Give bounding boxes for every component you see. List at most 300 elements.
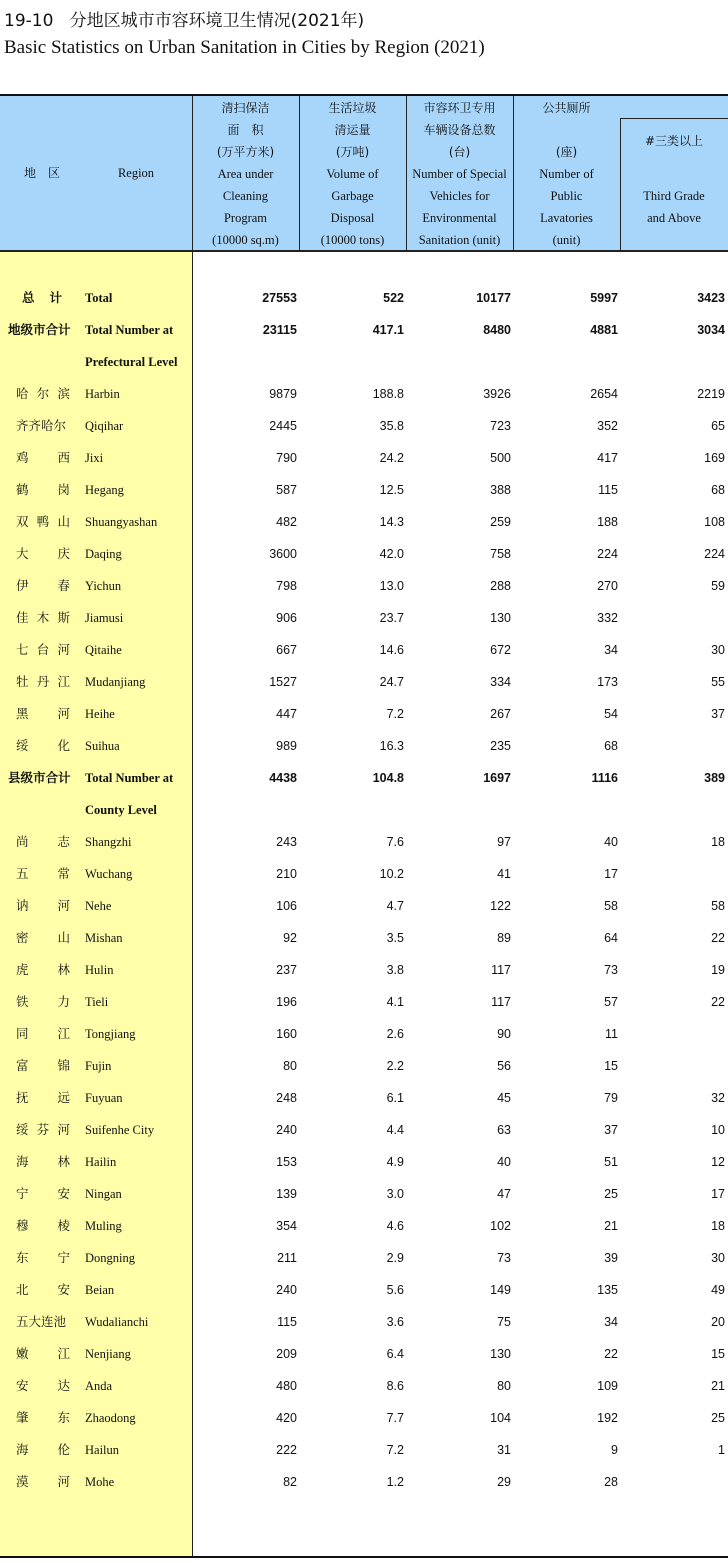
table-row bbox=[0, 954, 728, 986]
garbage-volume-value: 2.6 bbox=[386, 1027, 404, 1041]
garbage-volume-value: 35.8 bbox=[379, 419, 404, 433]
region-name-en: Fujin bbox=[85, 1059, 112, 1073]
region-name-cn: 鹤岗 bbox=[16, 482, 70, 497]
public-lavatories-value: 224 bbox=[597, 547, 618, 561]
garbage-volume-value: 6.4 bbox=[386, 1347, 404, 1361]
public-lavatories-value: 40 bbox=[604, 835, 618, 849]
region-name-cn: 东宁 bbox=[16, 1250, 70, 1265]
cleaning-area-value: 447 bbox=[276, 707, 297, 721]
region-name-en: Hailun bbox=[85, 1443, 120, 1457]
cleaning-area-value: 27553 bbox=[262, 291, 297, 305]
public-lavatories-value: 57 bbox=[604, 995, 618, 1009]
special-vehicles-value: 104 bbox=[490, 1411, 511, 1425]
region-name-cn: 黑河 bbox=[16, 706, 70, 721]
garbage-volume-value: 7.7 bbox=[386, 1411, 404, 1425]
special-vehicles-value: 122 bbox=[490, 899, 511, 913]
cleaning-area-value: 790 bbox=[276, 451, 297, 465]
region-name-en: Hailin bbox=[85, 1155, 117, 1169]
third-grade-value: 21 bbox=[711, 1379, 725, 1393]
garbage-volume-value: 3.6 bbox=[386, 1315, 404, 1329]
special-vehicles-value: 73 bbox=[497, 1251, 511, 1265]
garbage-volume-value: 24.2 bbox=[379, 451, 404, 465]
special-vehicles-value: 672 bbox=[490, 643, 511, 657]
special-vehicles-value: 388 bbox=[490, 483, 511, 497]
public-lavatories-value: 34 bbox=[604, 643, 618, 657]
region-name-en: Muling bbox=[85, 1219, 122, 1233]
special-vehicles-value: 1697 bbox=[483, 771, 511, 785]
third-grade-value: 22 bbox=[711, 995, 725, 1009]
cleaning-area-value: 160 bbox=[276, 1027, 297, 1041]
garbage-volume-value: 8.6 bbox=[386, 1379, 404, 1393]
region-name-cn: 海伦 bbox=[16, 1442, 70, 1457]
special-vehicles-value: 117 bbox=[491, 963, 511, 977]
region-name-en: Tongjiang bbox=[85, 1027, 136, 1041]
table-row bbox=[0, 506, 728, 538]
table-row bbox=[0, 282, 728, 314]
cleaning-area-value: 480 bbox=[276, 1379, 297, 1393]
cleaning-area-value: 243 bbox=[276, 835, 297, 849]
special-vehicles-value: 45 bbox=[497, 1091, 511, 1105]
table-title-en: Basic Statistics on Urban Sanitation in Cities by Region (2021) bbox=[4, 37, 485, 58]
garbage-volume-value: 3.0 bbox=[386, 1187, 404, 1201]
table-title-cn: 分地区城市市容环境卫生情况(2021年) bbox=[69, 11, 365, 31]
third-grade-value: 30 bbox=[711, 643, 725, 657]
garbage-volume-value: 188.8 bbox=[372, 387, 404, 401]
garbage-volume-value: 7.2 bbox=[386, 1443, 404, 1457]
region-name-en: Dongning bbox=[85, 1251, 135, 1265]
special-vehicles-value: 267 bbox=[490, 707, 511, 721]
public-lavatories-value: 332 bbox=[597, 611, 618, 625]
region-name-en: Prefectural Level bbox=[85, 355, 178, 369]
third-grade-value: 30 bbox=[711, 1251, 725, 1265]
region-name-en: Suifenhe City bbox=[85, 1123, 155, 1137]
cleaning-area-value: 989 bbox=[276, 739, 297, 753]
garbage-volume-value: 4.1 bbox=[386, 995, 404, 1009]
special-vehicles-value: 8480 bbox=[483, 323, 511, 337]
public-lavatories-value: 188 bbox=[597, 515, 618, 529]
region-name-en: Mohe bbox=[85, 1475, 115, 1489]
table-row bbox=[0, 1210, 728, 1242]
table-row bbox=[0, 1370, 728, 1402]
table-row bbox=[0, 1114, 728, 1146]
region-name-en: Total Number at bbox=[85, 771, 174, 785]
garbage-volume-value: 24.7 bbox=[379, 675, 404, 689]
public-lavatories-value: 34 bbox=[604, 1315, 618, 1329]
table-row bbox=[0, 442, 728, 474]
public-lavatories-value: 9 bbox=[611, 1443, 618, 1457]
table-row bbox=[0, 1402, 728, 1434]
public-lavatories-value: 270 bbox=[597, 579, 618, 593]
region-name-en: Hulin bbox=[85, 963, 114, 977]
region-name-en: Total bbox=[85, 291, 113, 305]
table-row bbox=[0, 314, 728, 346]
garbage-volume-value: 13.0 bbox=[379, 579, 404, 593]
third-grade-value: 18 bbox=[711, 1219, 725, 1233]
cleaning-area-value: 23115 bbox=[262, 323, 297, 337]
public-lavatories-value: 37 bbox=[604, 1123, 618, 1137]
public-lavatories-value: 352 bbox=[597, 419, 618, 433]
region-name-cn: 绥芬河 bbox=[16, 1122, 70, 1137]
public-lavatories-value: 15 bbox=[604, 1059, 618, 1073]
cleaning-area-value: 211 bbox=[277, 1251, 297, 1265]
cleaning-area-value: 210 bbox=[276, 867, 297, 881]
garbage-volume-value: 5.6 bbox=[386, 1283, 404, 1297]
table-row bbox=[0, 474, 728, 506]
table-row bbox=[0, 858, 728, 890]
table-row bbox=[0, 410, 728, 442]
garbage-volume-value: 12.5 bbox=[379, 483, 404, 497]
third-grade-value: 22 bbox=[711, 931, 725, 945]
cleaning-area-value: 82 bbox=[283, 1475, 297, 1489]
public-lavatories-value: 17 bbox=[604, 867, 618, 881]
header-region-cn: 地 区 bbox=[23, 166, 60, 180]
public-lavatories-value: 135 bbox=[597, 1283, 618, 1297]
table-row bbox=[0, 986, 728, 1018]
table-row bbox=[0, 666, 728, 698]
region-name-cn: 安达 bbox=[16, 1378, 70, 1393]
region-name-cn: 尚志 bbox=[16, 834, 70, 849]
region-name-en: Nehe bbox=[85, 899, 112, 913]
top-rule bbox=[0, 94, 728, 96]
special-vehicles-value: 500 bbox=[490, 451, 511, 465]
region-name-en: Suihua bbox=[85, 739, 120, 753]
region-name-cn: 鸡西 bbox=[16, 450, 70, 465]
region-name-en: Tieli bbox=[85, 995, 109, 1009]
special-vehicles-value: 259 bbox=[490, 515, 511, 529]
public-lavatories-value: 115 bbox=[598, 483, 618, 497]
garbage-volume-value: 7.6 bbox=[386, 835, 404, 849]
region-name-cn: 佳木斯 bbox=[16, 610, 70, 625]
region-name-cn: 伊春 bbox=[16, 578, 70, 593]
special-vehicles-value: 97 bbox=[497, 835, 511, 849]
third-grade-value: 108 bbox=[704, 515, 725, 529]
table-number: 19-10 bbox=[4, 11, 54, 31]
region-name-en: Jixi bbox=[85, 451, 104, 465]
special-vehicles-value: 40 bbox=[497, 1155, 511, 1169]
third-grade-value: 49 bbox=[711, 1283, 725, 1297]
header-third-grade-above-en: Third Grade and Above bbox=[643, 189, 705, 225]
special-vehicles-value: 723 bbox=[490, 419, 511, 433]
table-row bbox=[0, 794, 728, 826]
region-name-en: Zhaodong bbox=[85, 1411, 136, 1425]
region-name-cn: 县级市合计 bbox=[8, 770, 71, 785]
third-grade-value: 2219 bbox=[697, 387, 725, 401]
public-lavatories-value: 173 bbox=[597, 675, 618, 689]
garbage-volume-value: 4.9 bbox=[386, 1155, 404, 1169]
garbage-volume-value: 2.2 bbox=[386, 1059, 404, 1073]
cleaning-area-value: 587 bbox=[276, 483, 297, 497]
garbage-volume-value: 4.4 bbox=[386, 1123, 404, 1137]
region-name-en: Shangzhi bbox=[85, 835, 132, 849]
third-grade-value: 25 bbox=[711, 1411, 725, 1425]
region-name-en: Anda bbox=[85, 1379, 113, 1393]
garbage-volume-value: 3.5 bbox=[386, 931, 404, 945]
table-row bbox=[0, 1434, 728, 1466]
special-vehicles-value: 102 bbox=[490, 1219, 511, 1233]
cleaning-area-value: 482 bbox=[276, 515, 297, 529]
region-name-cn: 虎林 bbox=[16, 962, 70, 977]
table-row bbox=[0, 730, 728, 762]
table-row bbox=[0, 762, 728, 794]
table-row bbox=[0, 1178, 728, 1210]
public-lavatories-value: 73 bbox=[604, 963, 618, 977]
table-row bbox=[0, 1050, 728, 1082]
region-name-en: Ningan bbox=[85, 1187, 122, 1201]
garbage-volume-value: 7.2 bbox=[386, 707, 404, 721]
table-row bbox=[0, 1338, 728, 1370]
garbage-volume-value: 23.7 bbox=[379, 611, 404, 625]
garbage-volume-value: 4.6 bbox=[386, 1219, 404, 1233]
table-row bbox=[0, 1306, 728, 1338]
cleaning-area-value: 139 bbox=[276, 1187, 297, 1201]
cleaning-area-value: 115 bbox=[277, 1315, 297, 1329]
garbage-volume-value: 10.2 bbox=[379, 867, 404, 881]
cleaning-area-value: 1527 bbox=[269, 675, 297, 689]
garbage-volume-value: 2.9 bbox=[386, 1251, 404, 1265]
third-grade-value: 389 bbox=[704, 771, 725, 785]
table-row bbox=[0, 1242, 728, 1274]
table-row bbox=[0, 1274, 728, 1306]
special-vehicles-value: 130 bbox=[490, 1347, 511, 1361]
garbage-volume-value: 42.0 bbox=[379, 547, 404, 561]
header-special-vehicles: 市容环卫专用 车辆设备总数 (台) Number of Special Vehicles for Environmental Sanitation (unit) bbox=[412, 101, 507, 247]
region-name-cn: 牡丹江 bbox=[16, 674, 70, 689]
region-name-cn: 铁力 bbox=[16, 994, 70, 1009]
third-grade-value: 20 bbox=[711, 1315, 725, 1329]
special-vehicles-value: 235 bbox=[490, 739, 511, 753]
cleaning-area-value: 248 bbox=[276, 1091, 297, 1105]
third-grade-value: 3423 bbox=[697, 291, 725, 305]
region-name-en: Harbin bbox=[85, 387, 120, 401]
header-public-lavatories: (座) Number of Public Lavatories (unit) bbox=[539, 145, 594, 247]
table-row bbox=[0, 1466, 728, 1498]
cleaning-area-value: 667 bbox=[276, 643, 297, 657]
third-grade-value: 59 bbox=[711, 579, 725, 593]
special-vehicles-value: 334 bbox=[490, 675, 511, 689]
public-lavatories-value: 417 bbox=[597, 451, 618, 465]
special-vehicles-value: 758 bbox=[490, 547, 511, 561]
garbage-volume-value: 6.1 bbox=[386, 1091, 404, 1105]
table-row bbox=[0, 378, 728, 410]
garbage-volume-value: 104.8 bbox=[372, 771, 404, 785]
region-name-cn: 北安 bbox=[16, 1282, 70, 1297]
region-name-cn: 嫩江 bbox=[16, 1346, 70, 1361]
region-name-cn: 讷河 bbox=[16, 898, 70, 913]
special-vehicles-value: 3926 bbox=[483, 387, 511, 401]
public-lavatories-value: 54 bbox=[604, 707, 618, 721]
public-lavatories-value: 21 bbox=[604, 1219, 618, 1233]
cleaning-area-value: 222 bbox=[276, 1443, 297, 1457]
table-number-and-title-cn bbox=[4, 6, 364, 31]
special-vehicles-value: 56 bbox=[497, 1059, 511, 1073]
cleaning-area-value: 906 bbox=[276, 611, 297, 625]
cleaning-area-value: 240 bbox=[276, 1283, 297, 1297]
table-row bbox=[0, 922, 728, 954]
region-name-cn: 同江 bbox=[16, 1026, 70, 1041]
public-lavatories-value: 28 bbox=[604, 1475, 618, 1489]
table-row bbox=[0, 1146, 728, 1178]
garbage-volume-value: 3.8 bbox=[386, 963, 404, 977]
region-name-en: Mudanjiang bbox=[85, 675, 146, 689]
header-cleaning-area: 清扫保洁 面 积 (万平方米) Area under Cleaning Program (10000 sq.m) bbox=[212, 101, 279, 247]
header-third-grade-above-cn: #三类以上 bbox=[644, 134, 704, 148]
table-row bbox=[0, 1018, 728, 1050]
cleaning-area-value: 9879 bbox=[269, 387, 297, 401]
table-row bbox=[0, 890, 728, 922]
third-grade-value: 18 bbox=[711, 835, 725, 849]
third-grade-value: 12 bbox=[711, 1155, 725, 1169]
third-grade-value: 1 bbox=[718, 1443, 725, 1457]
region-name-en: Mishan bbox=[85, 931, 123, 945]
garbage-volume-value: 417.1 bbox=[372, 323, 404, 337]
region-name-cn: 密山 bbox=[16, 930, 70, 945]
garbage-volume-value: 1.2 bbox=[386, 1475, 404, 1489]
special-vehicles-value: 80 bbox=[497, 1379, 511, 1393]
region-name-en: County Level bbox=[85, 803, 157, 817]
header-region-en: Region bbox=[117, 166, 155, 180]
third-grade-value: 10 bbox=[711, 1123, 725, 1137]
public-lavatories-value: 22 bbox=[604, 1347, 618, 1361]
table-row bbox=[0, 826, 728, 858]
cleaning-area-value: 106 bbox=[276, 899, 297, 913]
region-name-cn: 肇东 bbox=[16, 1410, 70, 1425]
region-name-en: Wudalianchi bbox=[85, 1315, 149, 1329]
region-name-en: Daqing bbox=[85, 547, 122, 561]
region-name-en: Fuyuan bbox=[85, 1091, 123, 1105]
table-row bbox=[0, 570, 728, 602]
special-vehicles-value: 63 bbox=[497, 1123, 511, 1137]
header-garbage-volume: 生活垃圾 清运量 (万吨) Volume of Garbage Disposal (10000 tons) bbox=[320, 101, 385, 247]
public-lavatories-value: 192 bbox=[597, 1411, 618, 1425]
public-lavatories-value: 5997 bbox=[590, 291, 618, 305]
public-lavatories-value: 4881 bbox=[590, 323, 618, 337]
region-name-en: Jiamusi bbox=[85, 611, 124, 625]
region-name-cn: 穆棱 bbox=[16, 1218, 70, 1233]
garbage-volume-value: 4.7 bbox=[386, 899, 404, 913]
cleaning-area-value: 240 bbox=[276, 1123, 297, 1137]
special-vehicles-value: 90 bbox=[497, 1027, 511, 1041]
header-subgroup-line bbox=[620, 118, 728, 119]
public-lavatories-value: 39 bbox=[604, 1251, 618, 1265]
public-lavatories-value: 25 bbox=[604, 1187, 618, 1201]
third-grade-value: 55 bbox=[711, 675, 725, 689]
cleaning-area-value: 3600 bbox=[269, 547, 297, 561]
public-lavatories-value: 64 bbox=[604, 931, 618, 945]
third-grade-value: 169 bbox=[704, 451, 725, 465]
third-grade-value: 224 bbox=[704, 547, 725, 561]
cleaning-area-value: 237 bbox=[276, 963, 297, 977]
garbage-volume-value: 16.3 bbox=[379, 739, 404, 753]
region-name-cn: 地级市合计 bbox=[8, 322, 71, 337]
special-vehicles-value: 31 bbox=[497, 1443, 511, 1457]
special-vehicles-value: 75 bbox=[497, 1315, 511, 1329]
region-name-cn: 五大连池 bbox=[16, 1314, 67, 1329]
region-name-en: Qiqihar bbox=[85, 419, 124, 433]
third-grade-value: 65 bbox=[711, 419, 725, 433]
public-lavatories-value: 51 bbox=[604, 1155, 618, 1169]
cleaning-area-value: 2445 bbox=[269, 419, 297, 433]
region-name-en: Beian bbox=[85, 1283, 115, 1297]
cleaning-area-value: 196 bbox=[276, 995, 297, 1009]
public-lavatories-value: 79 bbox=[604, 1091, 618, 1105]
special-vehicles-value: 47 bbox=[497, 1187, 511, 1201]
special-vehicles-value: 130 bbox=[490, 611, 511, 625]
special-vehicles-value: 10177 bbox=[476, 291, 511, 305]
region-name-cn: 齐齐哈尔 bbox=[16, 418, 67, 433]
third-grade-value: 15 bbox=[711, 1347, 725, 1361]
region-name-en: Yichun bbox=[85, 579, 122, 593]
region-name-en: Shuangyashan bbox=[85, 515, 158, 529]
public-lavatories-value: 68 bbox=[604, 739, 618, 753]
third-grade-value: 17 bbox=[711, 1187, 725, 1201]
region-name-en: Wuchang bbox=[85, 867, 133, 881]
region-name-en: Nenjiang bbox=[85, 1347, 131, 1361]
region-name-cn: 海林 bbox=[16, 1154, 70, 1169]
region-name-cn: 哈尔滨 bbox=[16, 386, 70, 401]
region-name-en: Qitaihe bbox=[85, 643, 122, 657]
third-grade-value: 58 bbox=[711, 899, 725, 913]
cleaning-area-value: 92 bbox=[283, 931, 297, 945]
bottom-rule bbox=[0, 1556, 728, 1558]
cleaning-area-value: 153 bbox=[276, 1155, 297, 1169]
cleaning-area-value: 80 bbox=[283, 1059, 297, 1073]
region-name-cn: 总计 bbox=[22, 290, 62, 305]
cleaning-area-value: 420 bbox=[276, 1411, 297, 1425]
third-grade-value: 19 bbox=[711, 963, 725, 977]
region-name-cn: 双鸭山 bbox=[16, 514, 70, 529]
table-row bbox=[0, 634, 728, 666]
third-grade-value: 32 bbox=[711, 1091, 725, 1105]
third-grade-value: 68 bbox=[711, 483, 725, 497]
table-row bbox=[0, 602, 728, 634]
garbage-volume-value: 14.6 bbox=[379, 643, 404, 657]
region-name-en: Total Number at bbox=[85, 323, 174, 337]
special-vehicles-value: 89 bbox=[497, 931, 511, 945]
garbage-volume-value: 14.3 bbox=[379, 515, 404, 529]
region-name-en: Heihe bbox=[85, 707, 115, 721]
region-name-cn: 七台河 bbox=[16, 642, 70, 657]
cleaning-area-value: 4438 bbox=[269, 771, 297, 785]
public-lavatories-value: 109 bbox=[597, 1379, 618, 1393]
region-name-cn: 漠河 bbox=[16, 1474, 70, 1489]
region-name-cn: 富锦 bbox=[16, 1058, 70, 1073]
third-grade-value: 3034 bbox=[697, 323, 725, 337]
region-name-cn: 抚远 bbox=[16, 1090, 70, 1105]
cleaning-area-value: 354 bbox=[276, 1219, 297, 1233]
public-lavatories-value: 11 bbox=[605, 1027, 618, 1041]
third-grade-value: 37 bbox=[711, 707, 725, 721]
region-name-cn: 五常 bbox=[16, 866, 70, 881]
garbage-volume-value: 522 bbox=[383, 291, 404, 305]
cleaning-area-value: 798 bbox=[276, 579, 297, 593]
special-vehicles-value: 288 bbox=[490, 579, 511, 593]
region-name-cn: 宁安 bbox=[16, 1186, 70, 1201]
special-vehicles-value: 149 bbox=[490, 1283, 511, 1297]
special-vehicles-value: 29 bbox=[497, 1475, 511, 1489]
table-row bbox=[0, 698, 728, 730]
table-row bbox=[0, 538, 728, 570]
public-lavatories-value: 58 bbox=[604, 899, 618, 913]
header-public-lavatories-group: 公共厕所 bbox=[542, 101, 591, 115]
special-vehicles-value: 41 bbox=[497, 867, 511, 881]
public-lavatories-value: 2654 bbox=[590, 387, 618, 401]
table-row bbox=[0, 1082, 728, 1114]
region-name-cn: 大庆 bbox=[16, 546, 70, 561]
cleaning-area-value: 209 bbox=[276, 1347, 297, 1361]
public-lavatories-value: 1116 bbox=[591, 771, 618, 785]
region-name-en: Hegang bbox=[85, 483, 124, 497]
region-name-cn: 绥化 bbox=[16, 738, 70, 753]
